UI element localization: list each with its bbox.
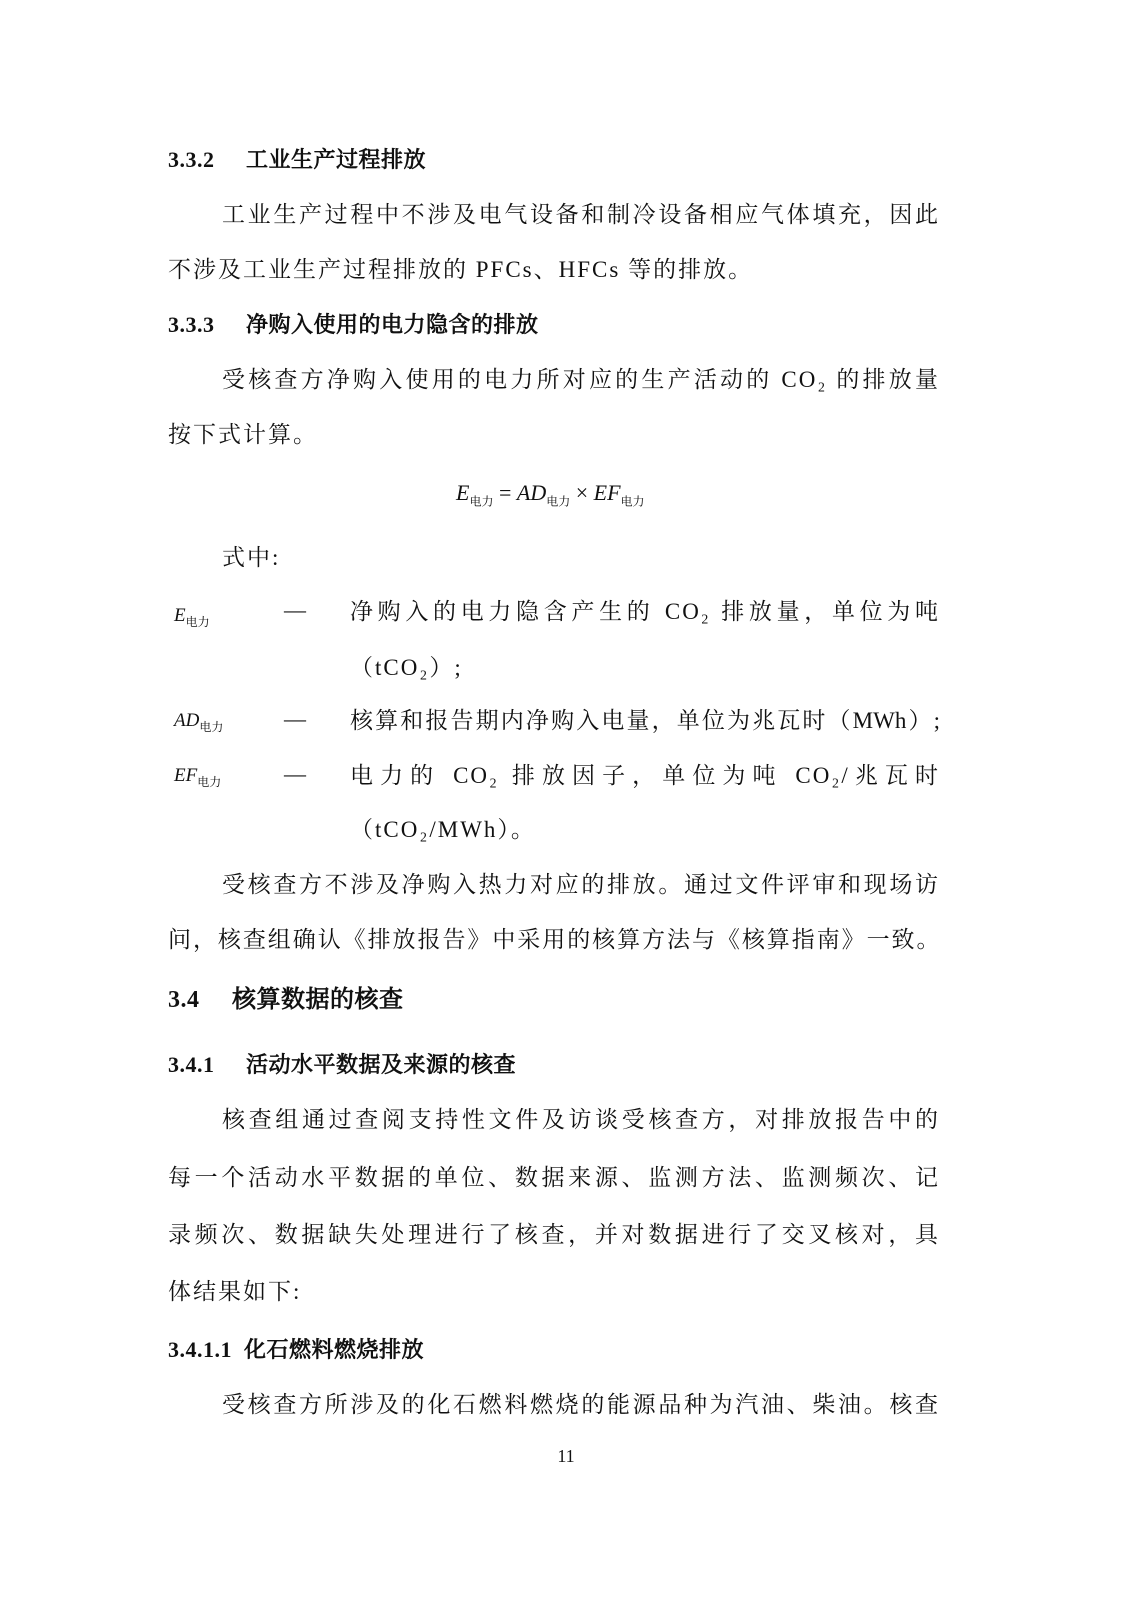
definition-text: 净购入的电力隐含产生的 CO₂ 排放量，单位为吨 bbox=[350, 599, 940, 624]
page-number: 11 bbox=[557, 1446, 575, 1466]
section-title: 活动水平数据及来源的核查 bbox=[246, 1052, 517, 1077]
symbol-text: E bbox=[174, 605, 186, 626]
symbol-subscript: 电力 bbox=[185, 614, 210, 629]
where-label: 式中: bbox=[222, 545, 281, 570]
heading-3-3-3 bbox=[168, 310, 940, 340]
paragraph-line: 核查组通过查阅支持性文件及访谈受核查方，对排放报告中的 bbox=[222, 1107, 940, 1132]
heading-3-4-1 bbox=[168, 1050, 940, 1080]
paragraph-line: 录频次、数据缺失处理进行了核查，并对数据进行了交叉核对，具 bbox=[168, 1222, 940, 1247]
paragraph-line: 问，核查组确认《排放报告》中采用的核算方法与《核算指南》一致。 bbox=[168, 927, 940, 952]
definition-symbol bbox=[174, 710, 223, 735]
symbol-subscript: 电力 bbox=[197, 774, 222, 789]
formula-equals: = bbox=[498, 480, 512, 505]
formula-symbol: E bbox=[456, 480, 470, 505]
paragraph-line: 受核查方不涉及净购入热力对应的排放。通过文件评审和现场访 bbox=[222, 872, 940, 897]
paragraph-line: 受核查方净购入使用的电力所对应的生产活动的 CO₂ 的排放量 bbox=[222, 367, 940, 392]
heading-3-4 bbox=[168, 985, 940, 1015]
formula-times: × bbox=[575, 480, 589, 505]
section-number: 3.4.1.1 bbox=[168, 1337, 232, 1362]
definition-symbol bbox=[174, 605, 210, 630]
formula-subscript: 电力 bbox=[620, 494, 645, 509]
definition-dash: — bbox=[284, 761, 306, 786]
section-number: 3.4 bbox=[168, 987, 200, 1013]
definition-dash: — bbox=[284, 597, 306, 622]
paragraph-line: 工业生产过程中不涉及电气设备和制冷设备相应气体填充，因此 bbox=[222, 202, 940, 227]
symbol-text: AD bbox=[174, 710, 200, 731]
paragraph-line: 体结果如下: bbox=[168, 1279, 302, 1304]
section-number: 3.4.1 bbox=[168, 1052, 215, 1077]
emission-formula bbox=[456, 480, 645, 509]
definition-symbol bbox=[174, 765, 221, 790]
formula-subscript: 电力 bbox=[546, 494, 571, 509]
section-number: 3.3.3 bbox=[168, 312, 215, 337]
section-title: 化石燃料燃烧排放 bbox=[244, 1337, 425, 1362]
symbol-text: EF bbox=[174, 765, 198, 786]
definition-text: 电力的 CO₂ 排放因子，单位为吨 CO₂/兆瓦时 bbox=[350, 763, 940, 788]
paragraph-line: 受核查方所涉及的化石燃料燃烧的能源品种为汽油、柴油。核查 bbox=[222, 1392, 940, 1417]
paragraph-line: 不涉及工业生产过程排放的 PFCs、HFCs 等的排放。 bbox=[168, 257, 754, 282]
symbol-subscript: 电力 bbox=[199, 719, 224, 734]
heading-3-3-2 bbox=[168, 145, 940, 175]
section-number: 3.3.2 bbox=[168, 147, 215, 172]
section-title: 净购入使用的电力隐含的排放 bbox=[246, 312, 539, 337]
paragraph-line: 按下式计算。 bbox=[168, 422, 318, 447]
heading-3-4-1-1 bbox=[168, 1335, 940, 1365]
formula-subscript: 电力 bbox=[469, 494, 494, 509]
definition-text: （tCO₂/MWh）。 bbox=[350, 817, 536, 842]
paragraph-line: 每一个活动水平数据的单位、数据来源、监测方法、监测频次、记 bbox=[168, 1165, 940, 1190]
formula-symbol: AD bbox=[516, 480, 547, 505]
section-title: 核算数据的核查 bbox=[232, 987, 404, 1013]
definition-text: 核算和报告期内净购入电量，单位为兆瓦时（MWh）; bbox=[350, 708, 940, 733]
formula-symbol: EF bbox=[593, 480, 621, 505]
definition-dash: — bbox=[284, 706, 306, 731]
definition-text: （tCO₂）; bbox=[350, 655, 463, 680]
section-title: 工业生产过程排放 bbox=[246, 147, 427, 172]
